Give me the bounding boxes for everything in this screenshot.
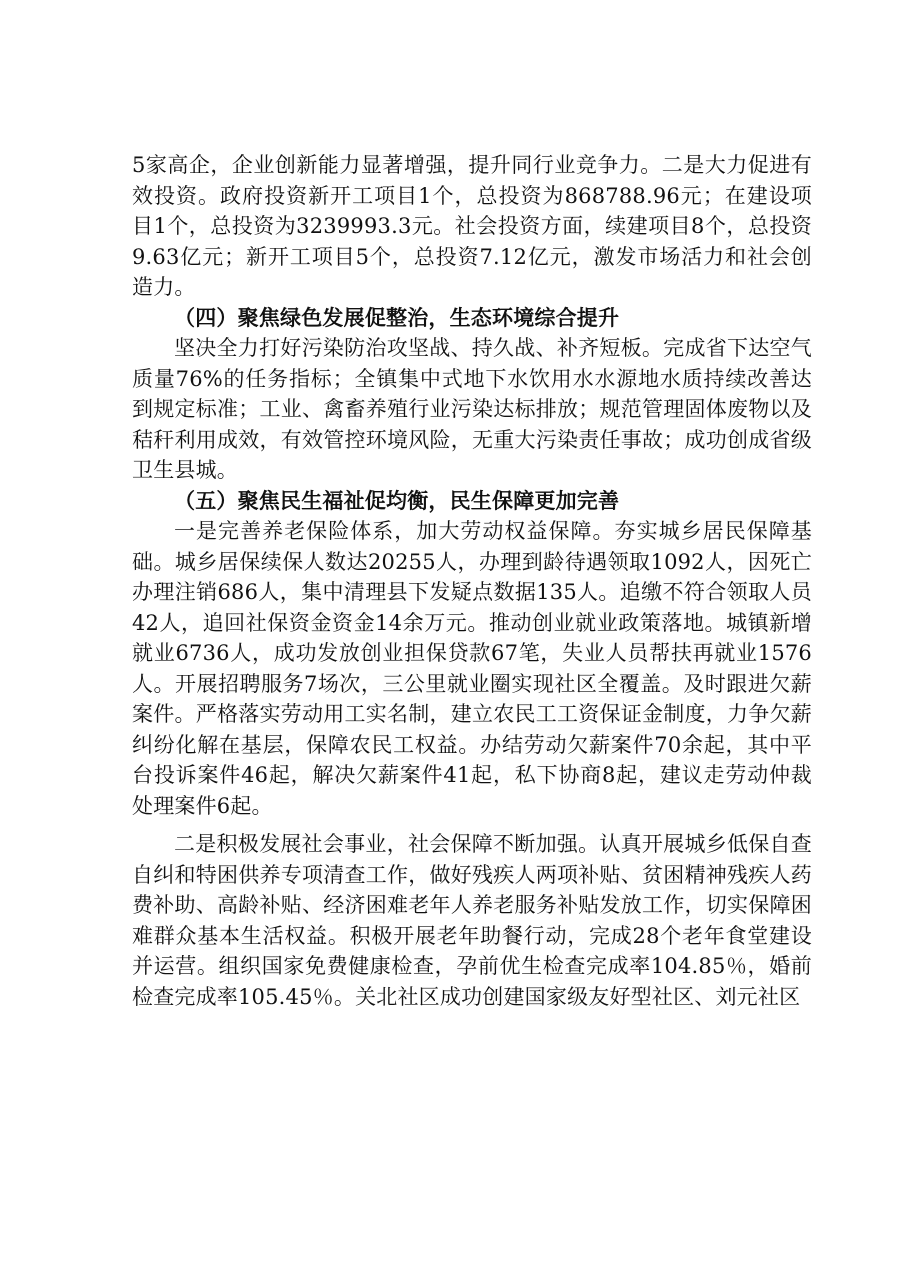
section-heading-livelihood: （五）聚焦民生福祉促均衡，民生保障更加完善 [174,487,620,513]
paragraph-pension-labor: 一是完善养老保险体系，加大劳动权益保障。夯实城乡居民保障基础。城乡居保续保人数达20255人，办理到龄待遇领取1092人，因死亡办理注销686人，集中清理县下发疑点数据135人。追缴不符合领取人员42人，追回社保资金资金14余万元。推动创业就业政策落地。城镇新增就业6736人，成功发放创业担保贷款67笔，失业人员帮扶再就业1576人。开展招聘服务7场次，三公里就业圈实现社区全覆盖。及时跟进欠薪案件。严格落实劳动用工实名制，建立农民工工资保证金制度，力争欠薪纠纷化解在基层，保障农民工权益。办结劳动欠薪案件70余起，其中平台投诉案件46起，解决欠薪案件41起，私下协商8起，建议走劳动仲裁处理案件6起。 [132,519,812,818]
paragraph-social-undertakings: 二是积极发展社会事业，社会保障不断加强。认真开展城乡低保自查自纠和特困供养专项清查工作，做好残疾人两项补贴、贫困精神残疾人药费补助、高龄补贴、经济困难老年人养老服务补贴发放工作，切实保障困难群众基本生活权益。积极开展老年助餐行动，完成28个老年食堂建设并运营。组织国家免费健康检查，孕前优生检查完成率104.85％，婚前检查完成率105.45％。关北社区成功创建国家级友好型社区、刘元社区 [132,832,812,1009]
section-heading-green-development: （四）聚焦绿色发展促整治，生态环境综合提升 [174,304,620,330]
paragraph-pollution-control: 坚决全力打好污染防治攻坚战、持久战、补齐短板。完成省下达空气质量76%的任务指标；全镇集中式地下水饮用水水源地水质持续改善达到规定标准；工业、禽畜养殖行业污染达标排放；规范管理固体废物以及秸秆利用成效，有效管控环境风险，无重大污染责任事故；成功创成省级卫生县城。 [132,336,812,482]
document-body [132,150,812,1012]
paragraph-investment-continued: 5家高企，企业创新能力显著增强，提升同行业竞争力。二是大力促进有效投资。政府投资新开工项目1个，总投资为868788.96元；在建设项目1个，总投资为3239993.3元。社会投资方面，续建项目8个，总投资9.63亿元；新开工项目5个，总投资7.12亿元，激发市场活力和社会创造力。 [132,153,812,299]
